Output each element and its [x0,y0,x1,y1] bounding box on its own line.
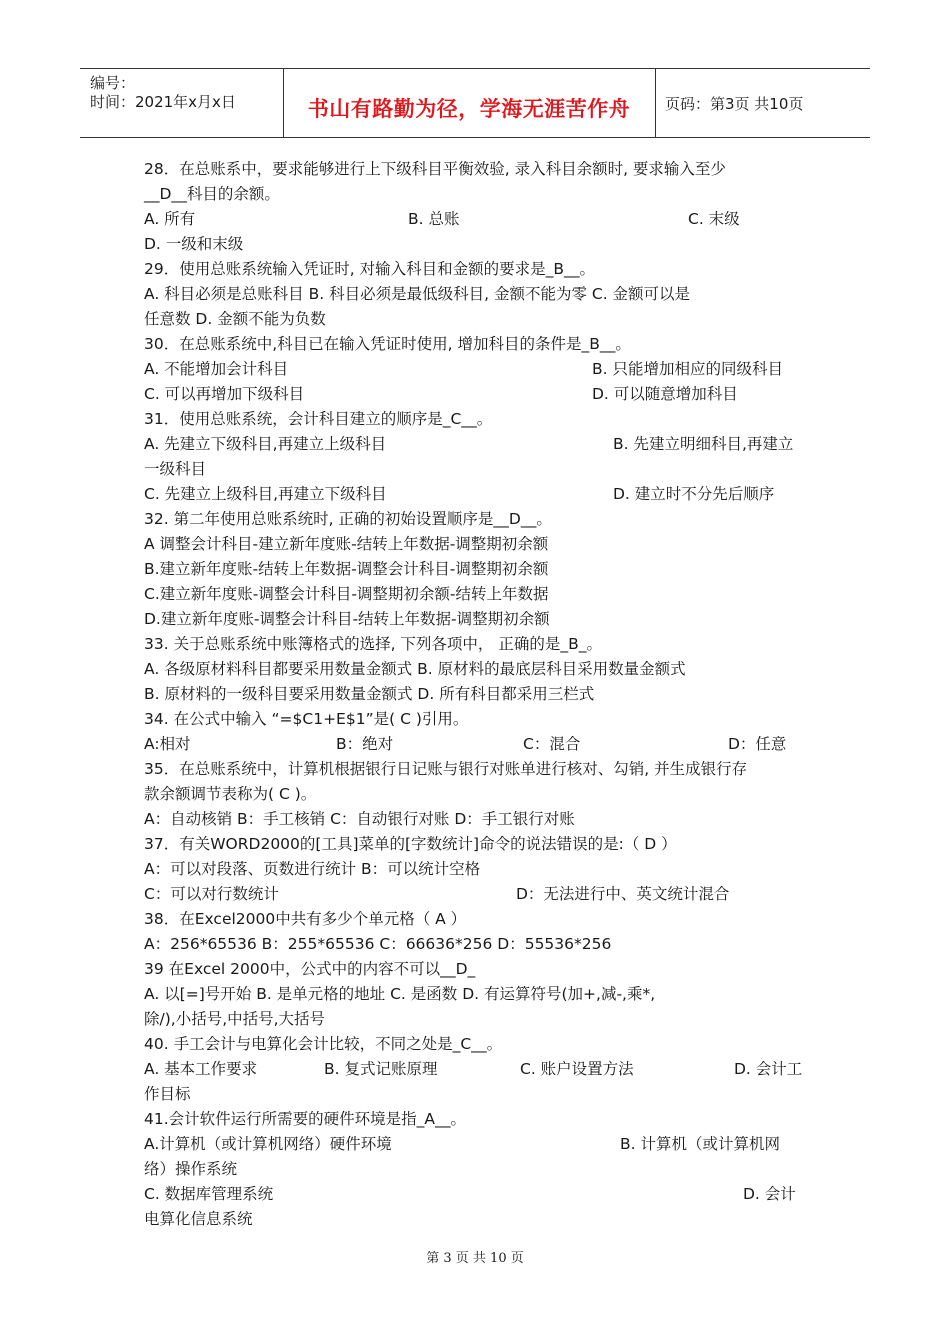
option-c: C. 账户设置方法 [520,1060,634,1078]
number-label: 编号： [90,74,136,92]
option-d-cont: 电算化信息系统 [144,1210,253,1228]
option-c: C. 先建立上级科目,再建立下级科目 [144,485,387,503]
option-a: A. 不能增加会计科目 [144,360,289,378]
option-a: A 调整会计科目-建立新年度账-结转上年数据-调整期初余额 [144,535,549,553]
option-d: D. 一级和末级 [144,235,244,253]
option-d-cont: 作目标 [144,1085,191,1103]
option-c: C：可以对行数统计 [144,885,279,903]
option-b: B.建立新年度账-结转上年数据-调整会计科目-调整期初余额 [144,560,549,578]
question-31: 31．使用总账系统，会计科目建立的顺序是_C__。 [144,410,493,428]
question-28-cont: __D__科目的余额。 [144,185,280,203]
question-41: 41.会计软件运行所需要的硬件环境是指_A__。 [144,1110,467,1128]
options-29: A. 科目必须是总账科目 B. 科目必须是最低级科目, 金额不能为零 C. 金额可以是 [144,285,691,303]
option-b: B. 复式记账原理 [324,1060,438,1078]
option-b: B. 总账 [408,210,460,228]
question-29: 29．使用总账系统输入凭证时, 对输入科目和金额的要求是_B__。 [144,260,595,278]
options-29-cont: 任意数 D. 金额不能为负数 [144,310,326,328]
option-a: A. 先建立下级科目,再建立上级科目 [144,435,387,453]
page-header [80,68,870,138]
options-37-row1: A：可以对段落、页数进行统计 B：可以统计空格 [144,860,481,878]
option-a: A. 所有 [144,210,196,228]
option-b: B. 先建立明细科目,再建立 [613,435,794,453]
question-30: 30．在总账系统中,科目已在输入凭证时使用, 增加科目的条件是_B__。 [144,335,631,353]
option-c: C：混合 [523,735,581,753]
question-28: 28．在总账系中，要求能够进行上下级科目平衡效验, 录入科目余额时, 要求输入至少 [144,160,726,178]
time-label: 时间：2021年x月x日 [90,93,236,111]
option-d: D. 会计 [743,1185,796,1203]
option-b: B. 只能增加相应的同级科目 [592,360,783,378]
question-32: 32. 第二年使用总账系统时, 正确的初始设置顺序是__D__。 [144,510,552,528]
option-c: C.建立新年度账-调整会计科目-调整期初余额-结转上年数据 [144,585,549,603]
header-meta [80,69,284,137]
option-d: D. 会计工 [734,1060,803,1078]
option-a: A. 基本工作要求 [144,1060,258,1078]
motto: 书山有路勤为径，学海无涯苦作舟 [307,97,631,121]
option-d: D：无法进行中、英文统计混合 [516,885,730,903]
option-b-cont: 一级科目 [144,460,207,478]
question-39: 39 在Excel 2000中，公式中的内容不可以__D_ [144,960,476,978]
header-page-cell [655,69,870,137]
options-33-row2: B. 原材料的一级科目要采用数量金额式 D. 所有科目都采用三栏式 [144,685,595,703]
question-35: 35．在总账系统中，计算机根据银行日记账与银行对账单进行核对、勾销, 并生成银行存 [144,760,748,778]
option-b-cont: 络）操作系统 [144,1160,238,1178]
options-38: A：256*65536 B：255*65536 C：66636*256 D：55536*256 [144,935,612,953]
page-footer: 第 3 页 共 10 页 [426,1251,524,1266]
option-d: D.建立新年度账-调整会计科目-结转上年数据-调整期初余额 [144,610,550,628]
page-info: 页码：第3页 共10页 [665,95,804,113]
header-motto-cell [283,69,656,137]
option-d: D：任意 [728,735,787,753]
options-33-row1: A. 各级原材料科目都要采用数量金额式 B. 原材料的最底层科目采用数量金额式 [144,660,686,678]
options-35: A：自动核销 B：手工核销 C：自动银行对账 D：手工银行对账 [144,810,575,828]
question-34: 34. 在公式中输入 “=$C1+E$1”是( C )引用。 [144,710,469,728]
option-a: A.计算机（或计算机网络）硬件环境 [144,1135,392,1153]
option-b: B. 计算机（或计算机网 [620,1135,780,1153]
question-33: 33. 关于总账系统中账簿格式的选择, 下列各项中， 正确的是_B_。 [144,635,602,653]
option-c: C. 末级 [688,210,740,228]
option-c: C. 可以再增加下级科目 [144,385,305,403]
option-d: D. 可以随意增加科目 [592,385,738,403]
question-40: 40. 手工会计与电算化会计比较，不同之处是_C__。 [144,1035,503,1053]
question-38: 38．在Excel2000中共有多少个单元格（ A ） [144,910,467,928]
option-a: A:相对 [144,735,191,753]
option-b: B：绝对 [336,735,394,753]
option-d: D. 建立时不分先后顺序 [613,485,775,503]
question-35-cont: 款余额调节表称为( C )。 [144,785,317,803]
options-39: A. 以[=]号开始 B. 是单元格的地址 C. 是函数 D. 有运算符号(加+,减-,乘*, [144,985,656,1003]
option-c: C. 数据库管理系统 [144,1185,274,1203]
question-37: 37．有关WORD2000的[工具]菜单的[字数统计]命令的说法错误的是:（ D ） [144,835,677,853]
options-39-cont: 除/),小括号,中括号,大括号 [144,1010,326,1028]
